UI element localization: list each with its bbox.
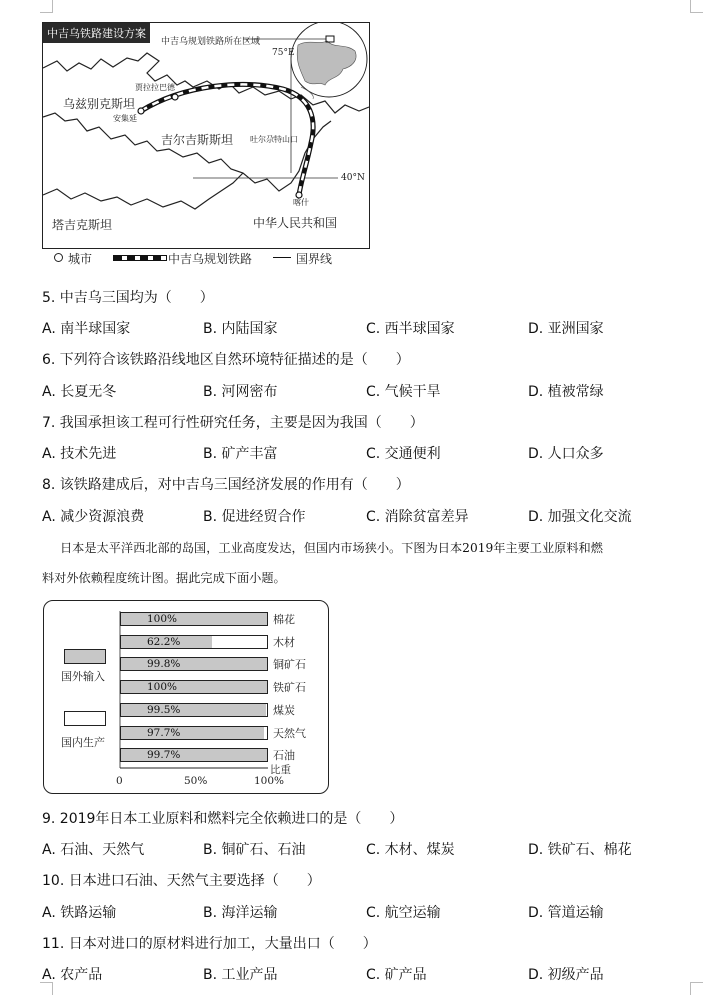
- x-axis-title: 比重: [270, 764, 291, 776]
- bar-1: [120, 635, 268, 649]
- border-line-south: [43, 113, 331, 191]
- bar-import-fill: [121, 727, 264, 739]
- bar-category-label: 棉花: [273, 613, 295, 626]
- question-11-option-d[interactable]: D. 初级产品: [528, 967, 604, 983]
- question-9-option-a[interactable]: A. 石油、天然气: [42, 842, 145, 858]
- question-11-option-c[interactable]: C. 矿产品: [366, 967, 427, 983]
- question-5-option-d[interactable]: D. 亚洲国家: [528, 321, 604, 337]
- legend-railway-icon: [113, 255, 167, 261]
- map-latitude-label: 40°N: [341, 173, 365, 183]
- question-5-option-a[interactable]: A. 南半球国家: [42, 321, 131, 337]
- legend-border-label: 国界线: [296, 252, 333, 266]
- intro-line-1: 日本是太平洋西北部的岛国，工业高度发达，但国内市场狭小。下图为日本2019年主要工业原料和燃: [60, 541, 603, 555]
- bar-category-label: 木材: [273, 635, 295, 649]
- bar-5: [120, 726, 268, 740]
- x-tick-50: 50%: [184, 775, 208, 787]
- legend-railway-label: 中吉乌规划铁路: [168, 252, 253, 266]
- bar-category-label: 煤炭: [273, 703, 295, 717]
- legend-city-label: 城市: [68, 252, 93, 266]
- legend-import-swatch: [64, 649, 106, 664]
- map-title: 中吉乌铁路建设方案: [43, 23, 150, 43]
- legend-border-icon: [273, 257, 291, 258]
- bar-value-label: 97.7%: [147, 726, 181, 739]
- map-region-label: 中吉乌规划铁路所在区域: [161, 37, 261, 47]
- map-city-kashgar: 喀什: [293, 198, 309, 207]
- question-6-stem: 6. 下列符合该铁路沿线地区自然环境特征描述的是（ ）: [42, 352, 410, 368]
- map-country-uzbekistan: 乌兹别克斯坦: [63, 97, 136, 111]
- bar-category-label: 天然气: [273, 726, 306, 740]
- question-6-option-d[interactable]: D. 植被常绿: [528, 384, 604, 400]
- bar-import-fill: [121, 749, 267, 761]
- crop-mark-top-right: [690, 0, 703, 13]
- question-10-stem: 10. 日本进口石油、天然气主要选择（ ）: [42, 873, 321, 889]
- question-8-stem: 8. 该铁路建成后，对中吉乌三国经济发展的作用有（ ）: [42, 477, 410, 493]
- legend-domestic-swatch: [64, 711, 106, 726]
- legend-import-label: 国外输入: [61, 670, 105, 683]
- question-9-option-c[interactable]: C. 木材、煤炭: [366, 842, 455, 858]
- bar-value-label: 100%: [147, 613, 178, 625]
- bar-category-label: 铁矿石: [273, 681, 306, 695]
- map-country-tajikistan: 塔吉克斯坦: [52, 218, 113, 232]
- question-5-option-b[interactable]: B. 内陆国家: [203, 321, 278, 337]
- bar-import-fill: [121, 658, 267, 670]
- bar-import-fill: [121, 613, 267, 625]
- question-7-stem: 7. 我国承担该工程可行性研究任务，主要是因为我国（ ）: [42, 415, 424, 431]
- question-5-stem: 5. 中吉乌三国均为（ ）: [42, 290, 214, 306]
- bar-3: [120, 680, 268, 694]
- bar-value-label: 99.5%: [147, 703, 181, 716]
- bar-value-label: 99.7%: [147, 749, 181, 762]
- bar-import-fill: [121, 704, 266, 716]
- intro-line-2: 料对外依赖程度统计图。据此完成下面小题。: [42, 571, 286, 585]
- question-9-option-b[interactable]: B. 铜矿石、石油: [203, 842, 306, 858]
- question-7-option-a[interactable]: A. 技术先进: [42, 446, 117, 462]
- question-6-option-b[interactable]: B. 河网密布: [203, 384, 278, 400]
- question-10-option-a[interactable]: A. 铁路运输: [42, 905, 117, 921]
- bar-value-label: 99.8%: [147, 658, 181, 671]
- bar-category-label: 石油: [273, 749, 295, 763]
- crop-mark-top-left: [40, 0, 53, 13]
- bar-import-fill: [121, 681, 267, 693]
- question-10-option-b[interactable]: B. 海洋运输: [203, 905, 278, 921]
- question-10-option-c[interactable]: C. 航空运输: [366, 905, 441, 921]
- map-city-jalalabad: 贾拉拉巴德: [135, 83, 175, 92]
- question-7-option-c[interactable]: C. 交通便利: [366, 446, 441, 462]
- dependency-bar-chart: [43, 600, 329, 794]
- bar-0: [120, 612, 268, 626]
- bar-2: [120, 657, 268, 671]
- question-10-option-d[interactable]: D. 管道运输: [528, 905, 604, 921]
- x-tick-0: 0: [116, 775, 123, 787]
- x-tick-100: 100%: [254, 775, 285, 787]
- map-longitude-label: 75°E: [272, 48, 295, 58]
- question-8-option-d[interactable]: D. 加强文化交流: [528, 509, 632, 525]
- map-country-china: 中华人民共和国: [253, 216, 338, 230]
- bar-6: [120, 748, 268, 762]
- question-8-option-c[interactable]: C. 消除贫富差异: [366, 509, 469, 525]
- map-country-kyrgyzstan: 吉尔吉斯斯坦: [161, 133, 234, 147]
- question-6-option-c[interactable]: C. 气候干旱: [366, 384, 441, 400]
- city-andijan-marker: [138, 108, 144, 114]
- question-5-option-c[interactable]: C. 西半球国家: [366, 321, 455, 337]
- question-8-option-b[interactable]: B. 促进经贸合作: [203, 509, 306, 525]
- question-6-option-a[interactable]: A. 长夏无冬: [42, 384, 117, 400]
- railway-map: [42, 22, 370, 249]
- map-city-andijan: 安集延: [113, 114, 137, 123]
- legend-city-icon: [54, 253, 63, 262]
- map-city-torugart: 吐尔尕特山口: [250, 135, 298, 144]
- legend-domestic-label: 国内生产: [61, 736, 105, 749]
- bar-category-label: 铜矿石: [273, 658, 306, 672]
- city-jalalabad-marker: [172, 94, 178, 100]
- crop-mark-bottom-right: [690, 982, 703, 995]
- bar-value-label: 100%: [147, 681, 178, 694]
- question-9-stem: 9. 2019年日本工业原料和燃料完全依赖进口的是（ ）: [42, 811, 404, 827]
- question-11-option-b[interactable]: B. 工业产品: [203, 967, 278, 983]
- bar-4: [120, 703, 268, 717]
- question-7-option-d[interactable]: D. 人口众多: [528, 446, 604, 462]
- question-9-option-d[interactable]: D. 铁矿石、棉花: [528, 842, 632, 858]
- question-11-option-a[interactable]: A. 农产品: [42, 967, 103, 983]
- question-7-option-b[interactable]: B. 矿产丰富: [203, 446, 278, 462]
- bar-value-label: 62.2%: [147, 635, 181, 648]
- question-11-stem: 11. 日本对进口的原材料进行加工，大量出口（ ）: [42, 936, 377, 952]
- question-8-option-a[interactable]: A. 减少资源浪费: [42, 509, 145, 525]
